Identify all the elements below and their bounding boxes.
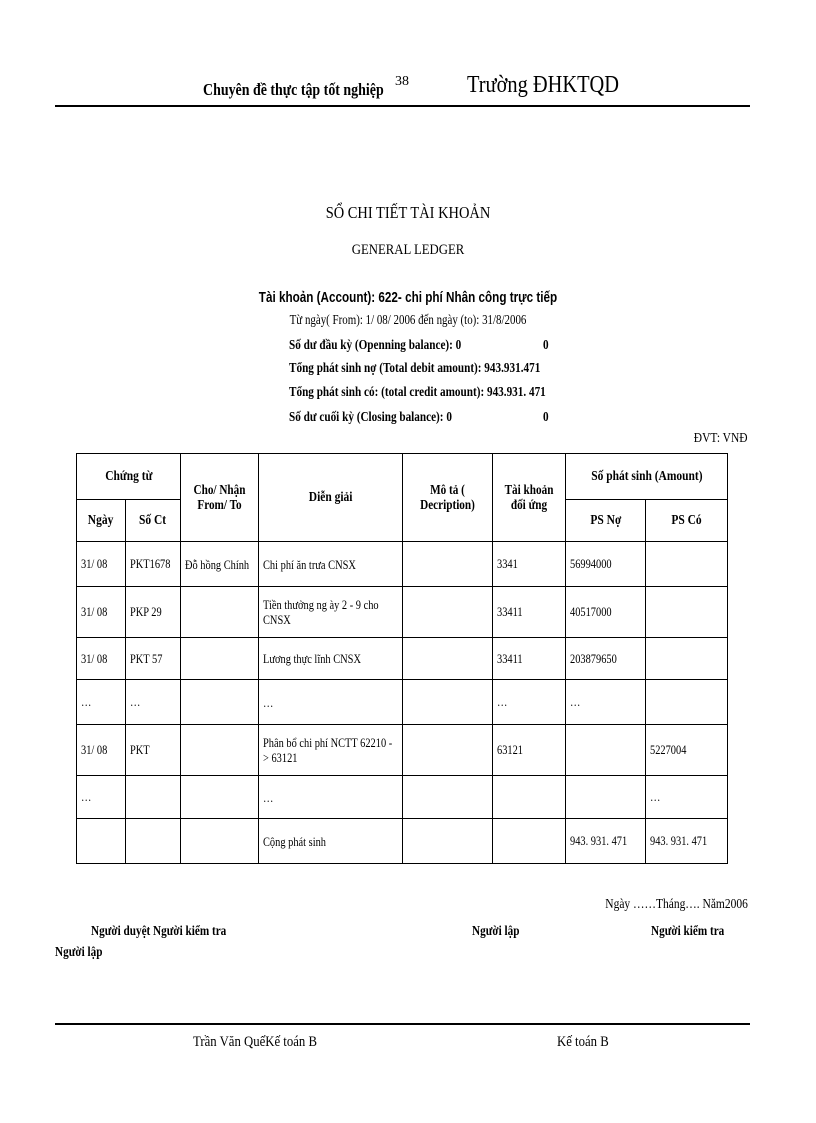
cell-date: 31/ 08 bbox=[77, 725, 126, 776]
cell-explanation: Cộng phát sinh bbox=[259, 819, 403, 864]
currency-unit: ĐVT: VNĐ bbox=[694, 431, 748, 446]
cell-debit: 943. 931. 471 bbox=[566, 819, 646, 864]
cell-debit: 56994000 bbox=[566, 542, 646, 587]
cell-voucher-number: PKT bbox=[126, 725, 181, 776]
page-subtitle: GENERAL LEDGER bbox=[351, 242, 465, 258]
cell-date: 31/ 08 bbox=[77, 638, 126, 680]
cell-debit bbox=[566, 725, 646, 776]
cell-explanation: … bbox=[259, 776, 403, 819]
closing-balance-label: Số dư cuối kỳ (Closing balance): 0 bbox=[289, 410, 452, 425]
cell-credit bbox=[646, 638, 728, 680]
cell-date: … bbox=[77, 776, 126, 819]
cell-voucher-number: … bbox=[126, 680, 181, 725]
cell-from-to bbox=[181, 725, 259, 776]
cell-voucher-number bbox=[126, 819, 181, 864]
signature-date-line: Ngày ……Tháng…. Năm2006 bbox=[605, 897, 748, 912]
from-to-header: Cho/ Nhận From/ To bbox=[181, 454, 259, 542]
cell-explanation: Tiền thưởng ng ày 2 - 9 cho CNSX bbox=[259, 587, 403, 638]
table-row bbox=[77, 587, 728, 638]
footer-right-name: Kế toán B bbox=[557, 1034, 609, 1050]
cell-debit: 40517000 bbox=[566, 587, 646, 638]
preparer-mid-label: Người lập bbox=[472, 924, 520, 939]
cell-from-to bbox=[181, 776, 259, 819]
debit-header: PS Nợ bbox=[566, 500, 646, 542]
opening-balance-label: Số dư đầu kỳ (Openning balance): 0 bbox=[289, 338, 462, 353]
header-divider bbox=[55, 105, 750, 107]
cell-description bbox=[403, 587, 493, 638]
cell-date: 31/ 08 bbox=[77, 587, 126, 638]
cell-voucher-number: PKP 29 bbox=[126, 587, 181, 638]
voucher-header: Chứng từ bbox=[77, 454, 181, 500]
cell-debit: 203879650 bbox=[566, 638, 646, 680]
cell-counter-account: 33411 bbox=[493, 587, 566, 638]
cell-date: … bbox=[77, 680, 126, 725]
cell-date: 31/ 08 bbox=[77, 542, 126, 587]
preparer-left-label: Người lập bbox=[55, 945, 103, 960]
number-header: Số Ct bbox=[126, 500, 181, 542]
page-title: SỔ CHI TIẾT TÀI KHOẢN bbox=[325, 203, 491, 222]
cell-description bbox=[403, 638, 493, 680]
cell-debit: … bbox=[566, 680, 646, 725]
description-header: Mô tả ( Decription) bbox=[403, 454, 493, 542]
cell-counter-account: 3341 bbox=[493, 542, 566, 587]
cell-description bbox=[403, 776, 493, 819]
table-row bbox=[77, 725, 728, 776]
cell-explanation: Phân bổ chi phí NCTT 62210 - > 63121 bbox=[259, 725, 403, 776]
cell-description bbox=[403, 819, 493, 864]
table-row bbox=[77, 819, 728, 864]
cell-voucher-number: PKT 57 bbox=[126, 638, 181, 680]
cell-counter-account: 63121 bbox=[493, 725, 566, 776]
total-credit-label: Tổng phát sinh có: (total credit amount): 943.931. 471 bbox=[289, 385, 546, 400]
amount-header: Số phát sinh (Amount) bbox=[566, 454, 728, 500]
table-row bbox=[77, 776, 728, 819]
cell-from-to bbox=[181, 587, 259, 638]
counter-account-header: Tài khoản đối ứng bbox=[493, 454, 566, 542]
explanation-header: Diễn giải bbox=[259, 454, 403, 542]
total-debit-label: Tổng phát sinh nợ (Total debit amount): 943.931.471 bbox=[289, 361, 541, 376]
cell-debit bbox=[566, 776, 646, 819]
cell-counter-account bbox=[493, 819, 566, 864]
date-header: Ngày bbox=[77, 500, 126, 542]
closing-balance-value: 0 bbox=[543, 410, 549, 425]
cell-credit: … bbox=[646, 776, 728, 819]
cell-from-to bbox=[181, 680, 259, 725]
cell-from-to bbox=[181, 638, 259, 680]
cell-from-to bbox=[181, 819, 259, 864]
cell-voucher-number: PKT1678 bbox=[126, 542, 181, 587]
cell-from-to: Đỗ hồng Chính bbox=[181, 542, 259, 587]
header-right-text: Trường ĐHKTQD bbox=[467, 72, 620, 98]
header-left-text: Chuyên đề thực tập tốt nghiệp bbox=[203, 80, 384, 99]
cell-description bbox=[403, 680, 493, 725]
cell-credit bbox=[646, 587, 728, 638]
cell-explanation: Lương thực lĩnh CNSX bbox=[259, 638, 403, 680]
cell-counter-account: 33411 bbox=[493, 638, 566, 680]
date-range: Từ ngày( From): 1/ 08/ 2006 đến ngày (to): 31/8/2006 bbox=[289, 313, 527, 328]
table-row bbox=[77, 638, 728, 680]
cell-counter-account: … bbox=[493, 680, 566, 725]
cell-description bbox=[403, 542, 493, 587]
cell-credit bbox=[646, 680, 728, 725]
cell-counter-account bbox=[493, 776, 566, 819]
opening-balance-value: 0 bbox=[543, 338, 549, 353]
ledger-table bbox=[76, 453, 728, 864]
footer-divider bbox=[55, 1023, 750, 1025]
cell-date bbox=[77, 819, 126, 864]
cell-credit: 943. 931. 471 bbox=[646, 819, 728, 864]
cell-credit bbox=[646, 542, 728, 587]
approver-label: Người duyệt bbox=[91, 924, 151, 939]
page-number: 38 bbox=[395, 74, 409, 89]
checker-right-label: Người kiểm tra bbox=[651, 924, 725, 939]
cell-explanation: Chi phí ăn trưa CNSX bbox=[259, 542, 403, 587]
table-row bbox=[77, 680, 728, 725]
cell-description bbox=[403, 725, 493, 776]
checker-label: Người kiểm tra bbox=[153, 924, 227, 939]
credit-header: PS Có bbox=[646, 500, 728, 542]
cell-credit: 5227004 bbox=[646, 725, 728, 776]
cell-explanation: … bbox=[259, 680, 403, 725]
footer-left-names: Trần Văn QuếKế toán B bbox=[193, 1034, 317, 1050]
cell-voucher-number bbox=[126, 776, 181, 819]
table-row bbox=[77, 542, 728, 587]
account-line: Tài khoản (Account): 622- chi phí Nhân công trực tiếp bbox=[258, 289, 558, 306]
